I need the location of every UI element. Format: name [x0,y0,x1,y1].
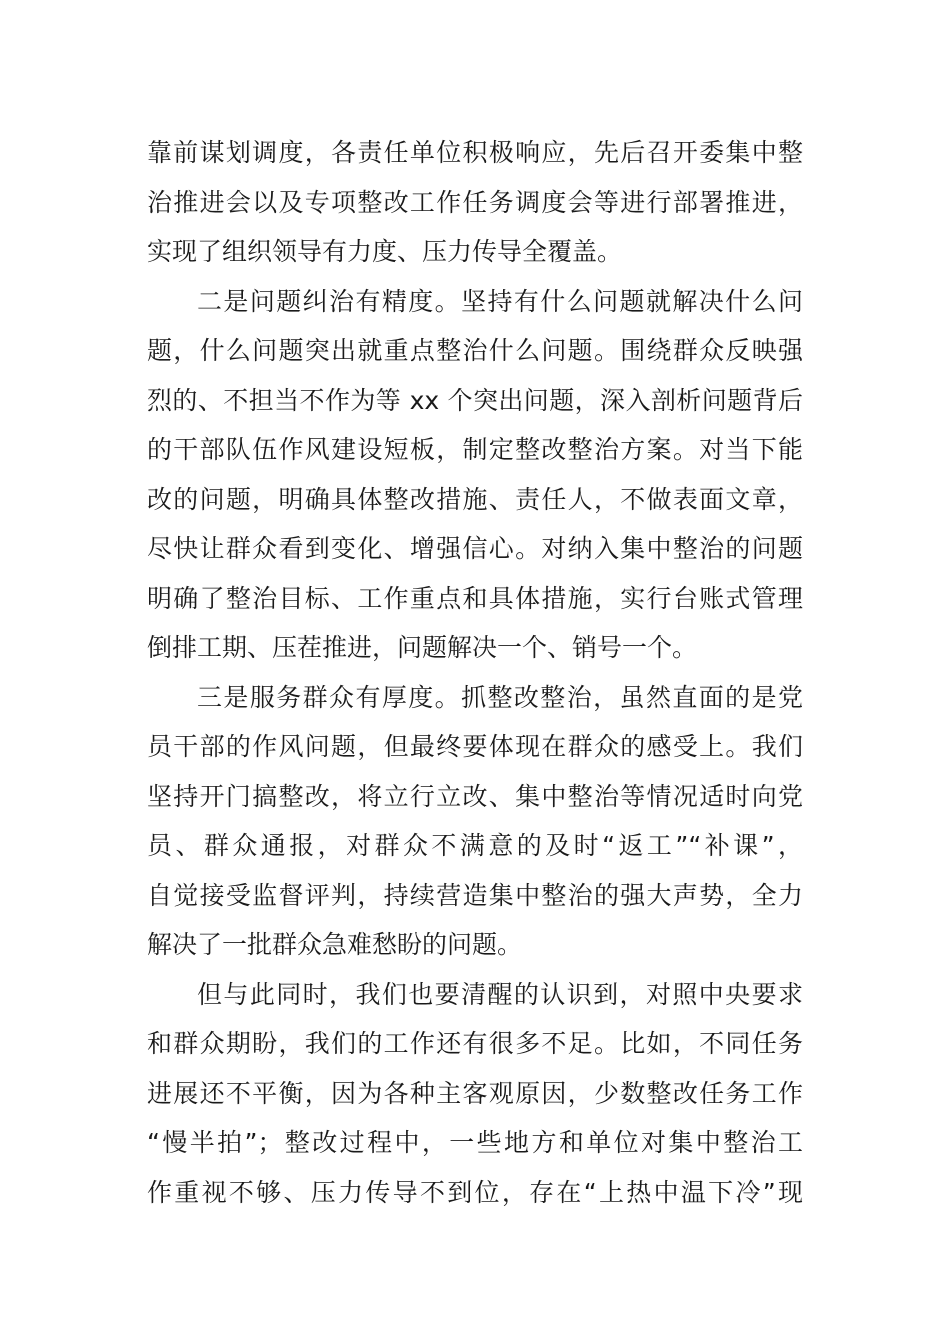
text-line: 题，什么问题突出就重点整治什么问题。围绕群众反映强 [147,336,803,365]
text-line: 靠前谋划调度，各责任单位积极响应，先后召开委集中整 [147,138,803,167]
text-line: 改的问题，明确具体整改措施、责任人，不做表面文章， [147,484,803,514]
text-line: 进展还不平衡，因为各种主客观原因，少数整改任务工作 [147,1078,803,1108]
text-line: 作重视不够、压力传导不到位，存在“上热中温下冷”现 [147,1177,803,1207]
text-line: 但与此同时，我们也要清醒的认识到，对照中央要求 [197,979,803,1009]
text-line: 三是服务群众有厚度。抓整改整治，虽然直面的是党 [197,682,803,712]
text-line: 员、群众通报，对群众不满意的及时“返工”“补课”， [147,831,803,860]
body-text [147,128,803,1217]
text-line: 明确了整治目标、工作重点和具体措施，实行台账式管理 [147,583,803,613]
text-line: 自觉接受监督评判，持续营造集中整治的强大声势，全力 [147,880,803,910]
text-line: “慢半拍”；整改过程中，一些地方和单位对集中整治工 [147,1128,803,1157]
text-line: 二是问题纠治有精度。坚持有什么问题就解决什么问 [197,286,803,316]
text-line: 员干部的作风问题，但最终要体现在群众的感受上。我们 [147,732,803,761]
text-line: 的干部队伍作风建设短板，制定整改整治方案。对当下能 [147,435,803,464]
text-line: 倒排工期、压茬推进，问题解决一个、销号一个。 [147,633,698,662]
text-line: 坚持开门搞整改，将立行立改、集中整治等情况适时向党 [147,781,803,811]
text-line: 解决了一批群众急难愁盼的问题。 [147,930,523,959]
text-line: 实现了组织领导有力度、压力传导全覆盖。 [147,237,623,266]
text-line: 烈的、不担当不作为等 xx 个突出问题，深入剖析问题背后 [147,385,803,415]
text-line: 和群众期盼，我们的工作还有很多不足。比如，不同任务 [147,1029,803,1058]
text-line: 尽快让群众看到变化、增强信心。对纳入集中整治的问题 [147,534,803,563]
text-line: 治推进会以及专项整改工作任务调度会等进行部署推进， [147,187,803,217]
